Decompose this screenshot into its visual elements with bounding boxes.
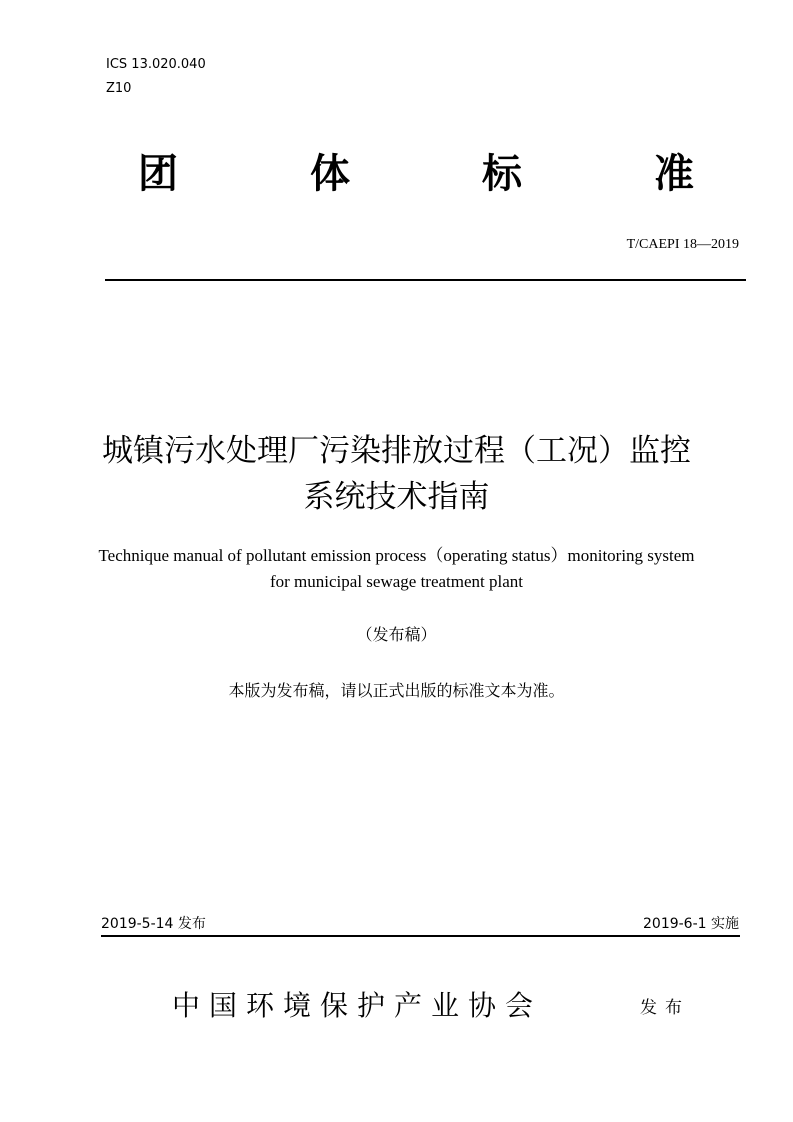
standard-type-char: 体 <box>310 151 350 197</box>
standard-type-char: 准 <box>654 151 694 197</box>
standard-number: T/CAEPI 18—2019 <box>626 237 739 252</box>
ics-code: ICS 13.020.040 <box>106 57 206 72</box>
chinese-title <box>0 428 793 520</box>
english-title-line-2: for municipal sewage treatment plant <box>269 572 524 591</box>
publisher-name: 中国环境保护产业协会 <box>172 989 543 1022</box>
implementation-date: 2019-6-1 实施 <box>643 916 739 932</box>
chinese-title-line-1: 城镇污水处理厂污染排放过程（工况）监控 <box>102 433 691 469</box>
top-divider <box>105 279 746 281</box>
issue-date: 2019-5-14 发布 <box>101 916 206 932</box>
draft-label: （发布稿） <box>356 625 437 644</box>
bottom-divider <box>101 935 740 937</box>
release-notice: 本版为发布稿，请以正式出版的标准文本为准。 <box>228 681 565 700</box>
standard-type-heading <box>138 148 694 200</box>
chinese-title-line-2: 系统技术指南 <box>303 479 490 515</box>
classification-code: Z10 <box>106 81 132 96</box>
publish-label: 发布 <box>640 998 690 1018</box>
standard-type-char: 标 <box>482 151 522 197</box>
english-title <box>0 543 793 595</box>
english-title-line-1: Technique manual of pollutant emission process（operating status）monitoring system <box>98 546 695 565</box>
standard-type-char: 团 <box>138 151 178 197</box>
